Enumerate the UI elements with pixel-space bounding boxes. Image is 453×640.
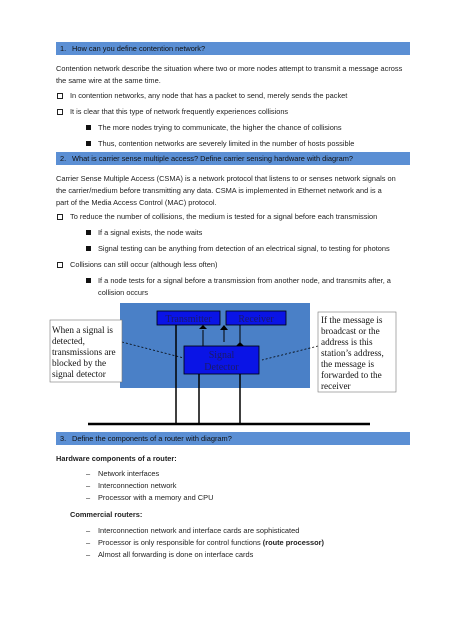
sub-bullet-item: If a node tests for a signal before a transmission from another node, and transmits after, a [98,276,391,285]
bullet-item: Collisions can still occur (although less often) [70,260,218,269]
right-note-line: the message is [321,359,375,369]
dash-bullet-icon: – [86,481,91,490]
dash-bullet-icon: – [86,550,91,559]
dash-bullet-icon: – [86,526,91,535]
commercial-routers-heading: Commercial routers: [70,510,143,519]
sub-bullet-item: The more nodes trying to communicate, the higher the chance of collisions [98,123,342,132]
sub-bullet-item: Thus, contention networks are severely limited in the number of hosts possible [98,139,355,148]
dash-bullet-icon: – [86,538,91,547]
section-1-paragraph: Contention network describe the situation where two or more nodes attempt to transmit a message across the same wire at the same time. [56,64,403,85]
right-note-line: receiver [321,381,351,391]
right-note-line: If the message is [321,315,383,325]
left-note-line: blocked by the [52,358,107,368]
left-note-line: When a signal is [52,325,113,335]
sub-bullet-item: collision occurs [98,288,149,297]
bullet-item: To reduce the number of collisions, the medium is tested for a signal before each transmission [70,212,378,221]
right-note-line: station’s address, [321,348,384,358]
route-processor-emphasis: (route processor) [262,538,324,547]
left-note-line: detected, [52,336,85,346]
hardware-components-heading: Hardware components of a router: [56,454,177,463]
right-note-line: address is this [321,337,373,347]
section-2-paragraph-line: the carrier/medium before transmitting any data. CSMA is implemented in Ethernet network and is a [56,186,382,195]
question-1-heading: 1. How can you define contention network? [56,42,410,55]
receiver-label: Receiver [238,314,274,325]
signal-detector-label: Signal [208,350,235,361]
section-2-paragraph-line: part of the Media Access Control (MAC) protocol. [56,198,217,207]
hardware-item: Interconnection network [98,481,177,490]
section-2-paragraph-line: Carrier Sense Multiple Access (CSMA) is a network protocol that listens to or senses network signals on [56,174,396,183]
dash-bullet-icon: – [86,493,91,502]
bullet-item: It is clear that this type of network frequently experiences collisions [70,107,289,116]
hardware-item: Network interfaces [98,469,160,478]
question-2-heading: 2. What is carrier sense multiple access? Define carrier sensing hardware with diagram? [56,152,410,165]
right-note-line: broadcast or the [321,326,380,336]
hardware-item: Processor with a memory and CPU [98,493,214,502]
sub-bullet-item: Signal testing can be anything from detection of an electrical signal, to testing for photons [98,244,390,253]
dash-bullet-icon: – [86,469,91,478]
left-note-line: transmissions are [52,347,116,357]
left-note-line: signal detector [52,369,106,379]
commercial-item: Processor is only responsible for control functions (route processor) [98,538,324,547]
transmitter-label: Transmitter [165,314,212,325]
right-note-line: forwarded to the [321,370,382,380]
commercial-item: Interconnection network and interface cards are sophisticated [98,526,300,535]
sub-bullet-item: If a signal exists, the node waits [98,228,203,237]
signal-detector-label: Detector [204,362,239,373]
question-3-heading: 3. Define the components of a router with diagram? [56,432,410,445]
commercial-item: Almost all forwarding is done on interface cards [98,550,254,559]
bullet-item: In contention networks, any node that has a packet to send, merely sends the packet [70,91,348,100]
